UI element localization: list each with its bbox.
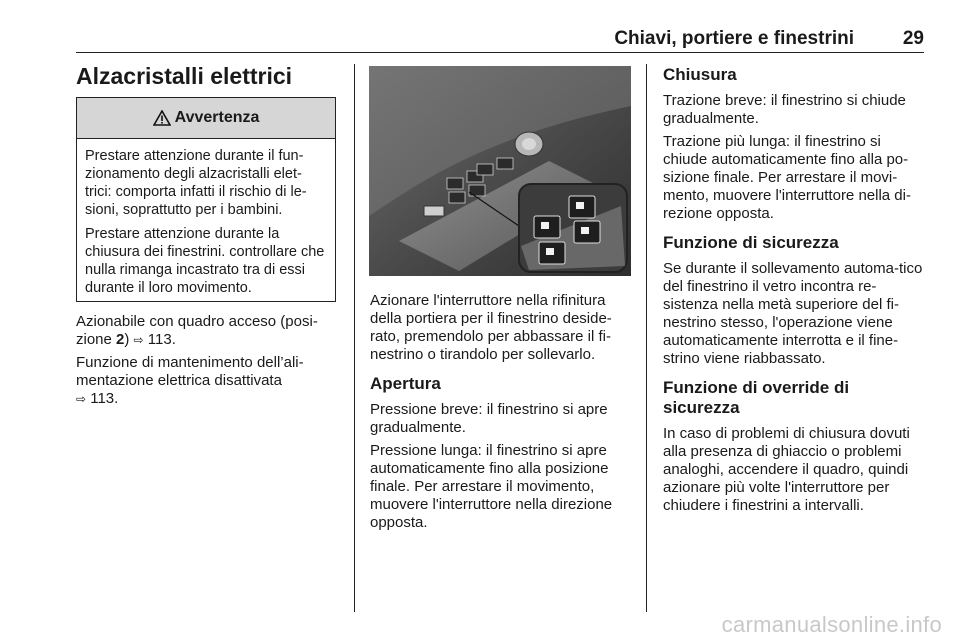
- window-switch-photo: [369, 66, 631, 276]
- column-2: [370, 292, 632, 537]
- reference-arrow-icon: ⇨: [133, 333, 144, 347]
- subheading: Funzione di sicurezza: [663, 233, 839, 252]
- column-divider: [354, 64, 355, 612]
- warning-triangle-icon: [153, 110, 171, 126]
- warning-title: Avvertenza: [174, 109, 260, 126]
- subheading: Chiusura: [663, 65, 737, 84]
- column-3: [663, 65, 925, 520]
- paragraph: Trazione breve: il finestrino si chiude gradualmente.: [663, 92, 906, 127]
- warning-header: [77, 98, 335, 139]
- text: Azionabile con quadro acceso (posi-zione: [76, 313, 318, 348]
- header-rule: [76, 52, 924, 53]
- text: ): [124, 331, 134, 348]
- section-title: Alzacristalli elettrici: [76, 63, 293, 89]
- paragraph: Azionare l'interruttore nella rifinitura della portiera per il finestrino deside-rato, premendolo per abbassare il fi-nestrino o tirandolo per sollevarlo.: [370, 292, 612, 363]
- column-1: [76, 313, 340, 413]
- watermark: carmanualsonline.info: [721, 612, 942, 637]
- paragraph: Se durante il sollevamento automa-tico del finestrino il vetro incontra re-sistenza nella metà superiore del fi-nestrino stesso, l'operazione viene automaticamente interrotta e il fine-strino viene riabbassato.: [663, 260, 923, 367]
- reference-link[interactable]: 113.: [90, 390, 119, 407]
- page-header: [76, 28, 924, 52]
- page-number: 29: [902, 28, 924, 49]
- subheading: Funzione di override di sicurezza: [663, 378, 850, 417]
- reference-link[interactable]: 113.: [147, 331, 176, 348]
- reference-arrow-icon: ⇨: [76, 392, 87, 406]
- paragraph: Trazione più lunga: il finestrino si chiude automaticamente fino alla po-sizione finale. Per arrestare il movi-mento, muovere l'interruttore nella di-rezione opposta.: [663, 133, 911, 222]
- paragraph: In caso di problemi di chiusura dovuti alla presenza di ghiaccio o problemi analoghi, accendere il quadro, quindi azionare più volte l'interruttore per chiudere i finestrini a intervalli.: [663, 425, 910, 514]
- paragraph: [76, 313, 340, 349]
- paragraph: [76, 354, 340, 408]
- column-divider: [646, 64, 647, 612]
- bold-text: 2: [116, 331, 125, 348]
- warning-paragraph: Prestare attenzione durante il fun-zionamento degli alzacristalli elet-trici: comporta infatti il rischio di le-sioni, soprattutto per i bambini.: [85, 148, 307, 218]
- header-title: Chiavi, portiere e finestrini: [614, 28, 854, 49]
- paragraph: Pressione lunga: il finestrino si apre automaticamente fino alla posizione finale. Per arrestare il movimento, muovere l'interruttore nella direzione opposta.: [370, 442, 613, 531]
- paragraph: Pressione breve: il finestrino si apre gradualmente.: [370, 401, 608, 436]
- warning-box: [76, 97, 336, 302]
- text: Funzione di mantenimento dell’ali-mentazione elettrica disattivata: [76, 354, 304, 389]
- subheading: Apertura: [370, 374, 441, 393]
- warning-paragraph: Prestare attenzione durante la chiusura dei finestrini. controllare che nulla rimanga incastrato tra di essi durante il loro movimento.: [85, 226, 325, 296]
